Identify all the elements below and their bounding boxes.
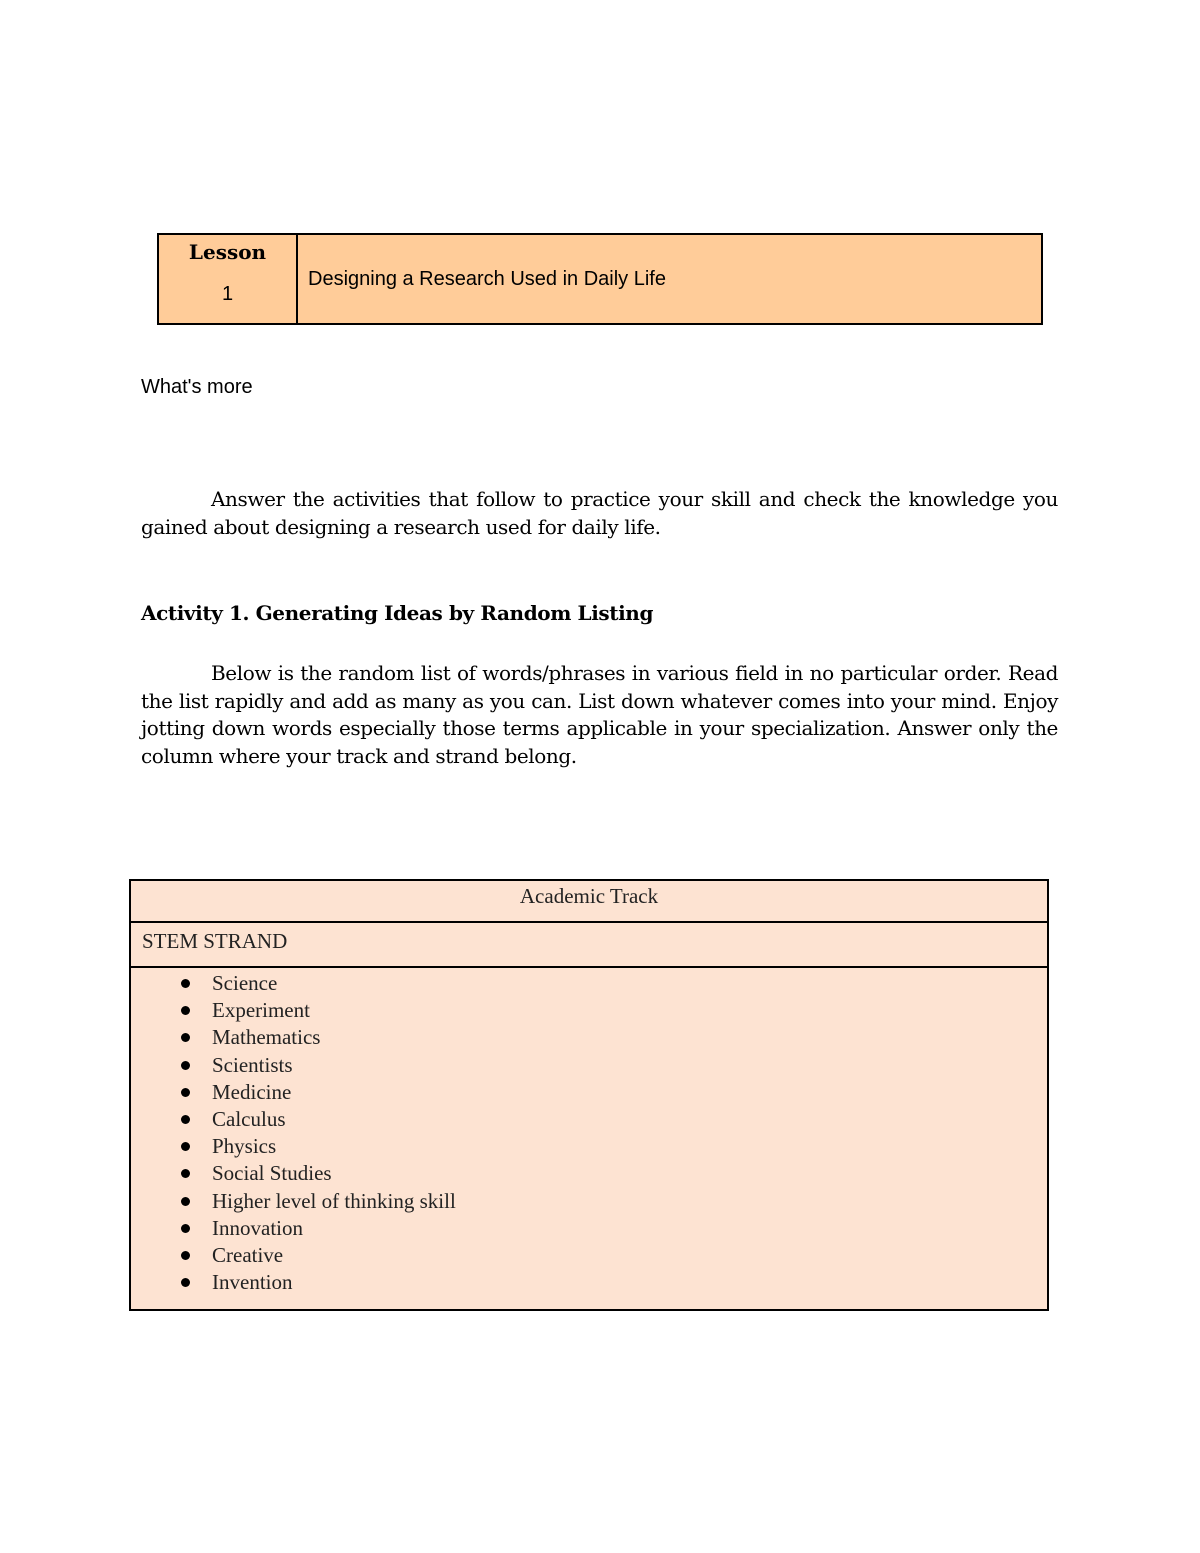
list-item-text: Social Studies: [212, 1161, 332, 1186]
list-item: [131, 1024, 1047, 1051]
list-item-text: Science: [212, 971, 278, 995]
list-item-text: Medicine: [212, 1079, 292, 1104]
lesson-title: Designing a Research Used in Daily Life: [308, 267, 666, 290]
bullet-icon: [181, 1115, 190, 1124]
lesson-title-cell: [298, 235, 1041, 323]
lesson-number-cell: [159, 235, 298, 323]
list-item-text: Scientists: [212, 1052, 293, 1077]
list-item-text: Higher level of thinking skill: [212, 1188, 456, 1213]
list-item-text: Innovation: [212, 1215, 303, 1240]
bullet-icon: [181, 1088, 190, 1097]
lesson-header-box: [157, 233, 1043, 325]
list-item: [131, 970, 1047, 997]
list-item-text: Mathematics: [212, 1025, 321, 1050]
section-label: What's more: [141, 376, 253, 398]
list-item-text: Invention: [212, 1270, 293, 1295]
list-item: [131, 1215, 1047, 1242]
bullet-icon: [181, 979, 190, 988]
list-item-text: Calculus: [212, 1106, 286, 1131]
bullet-icon: [181, 1142, 190, 1151]
list-item: [131, 1133, 1047, 1160]
list-item: [131, 1160, 1047, 1187]
bullet-icon: [181, 1197, 190, 1206]
list-item: [131, 1052, 1047, 1079]
list-item: [131, 1269, 1047, 1296]
list-item-text: Experiment: [212, 998, 310, 1023]
bullet-icon: [181, 1251, 190, 1260]
bullet-icon: [181, 1278, 190, 1287]
list-item: [131, 1079, 1047, 1106]
bullet-icon: [181, 1033, 190, 1042]
list-item-text: Creative: [212, 1242, 284, 1267]
list-item: [131, 1106, 1047, 1133]
track-header: Academic Track: [131, 881, 1047, 923]
activity-instructions: Below is the random list of words/phrases in various field in no particular order. Read the list rapidly and add as many as you can. List down whatever comes into your mind. Enjoy jotting down words especially those terms applicable in your specialization. Answer only the column where your track and strand belong.: [141, 661, 1058, 768]
lesson-number: 1: [221, 283, 234, 305]
activity-heading: Activity 1. Generating Ideas by Random Listing: [141, 601, 654, 625]
bullet-icon: [181, 1169, 190, 1178]
intro-paragraph: Answer the activities that follow to practice your skill and check the knowledge you gained about designing a research used for daily life.: [141, 487, 1058, 539]
term-list: [131, 968, 1047, 1296]
list-item: [131, 1188, 1047, 1215]
lesson-label: Lesson: [188, 240, 267, 264]
bullet-icon: [181, 1061, 190, 1070]
academic-track-table: [129, 879, 1049, 1311]
list-item: [131, 997, 1047, 1024]
list-item: [131, 1242, 1047, 1269]
strand-row: STEM STRAND: [131, 923, 1047, 968]
list-item-text: Physics: [212, 1134, 277, 1159]
bullet-icon: [181, 1224, 190, 1233]
bullet-icon: [181, 1006, 190, 1015]
